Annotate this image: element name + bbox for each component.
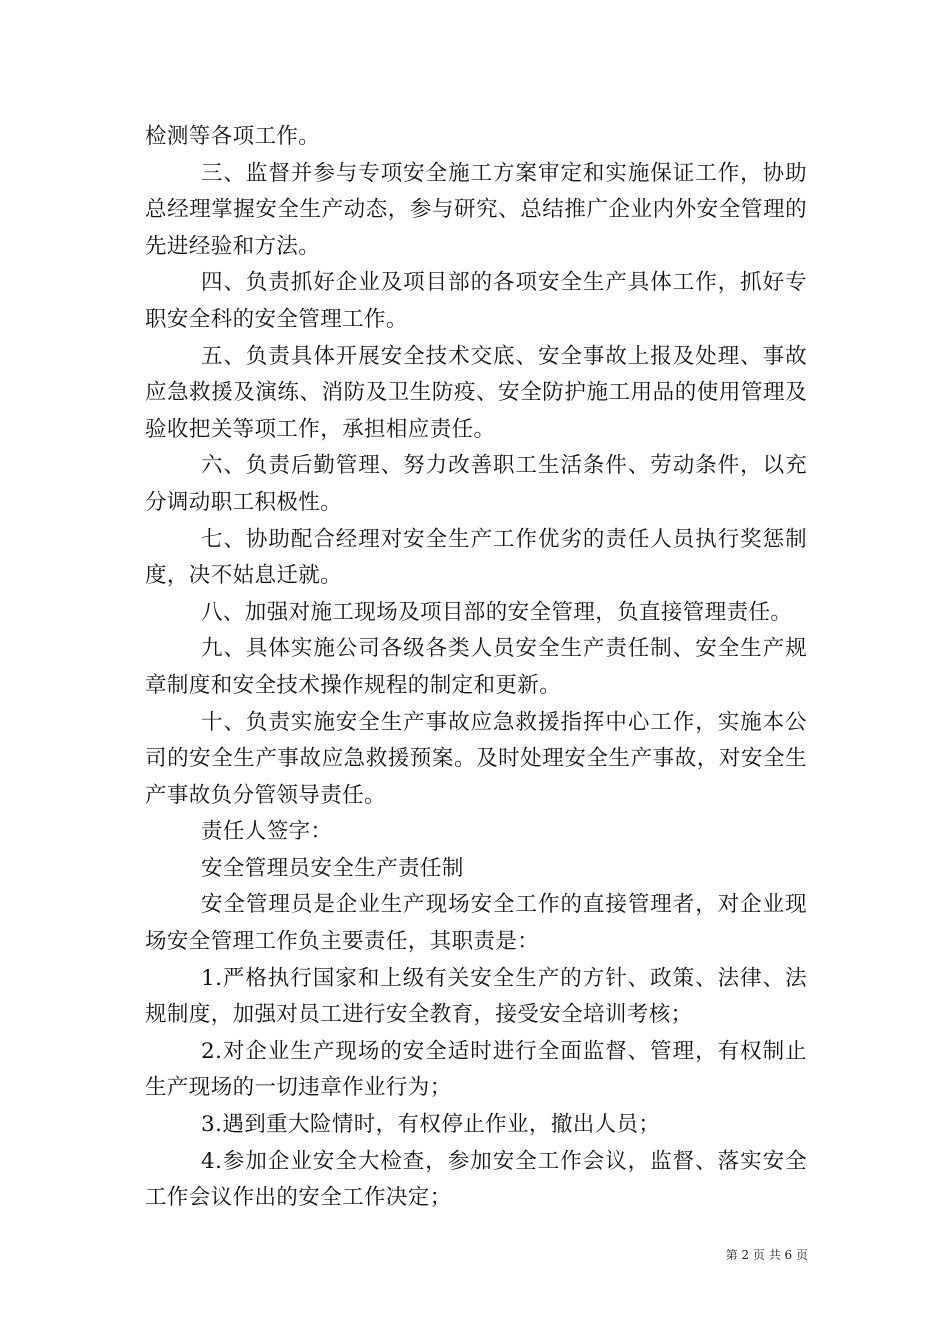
signature-line: 责任人签字：: [201, 819, 333, 845]
section-title: 安全管理员安全生产责任制: [201, 855, 464, 881]
list-item-3: 3.遇到重大险情时，有权停止作业，撤出人员；: [201, 1112, 661, 1138]
paragraph-8: 九、具体实施公司各级各类人员安全生产责任制、安全生产规章制度和安全技术操作规程的制定和更新。: [145, 636, 807, 698]
paragraph-2: 三、监督并参与专项安全施工方案审定和实施保证工作，协助总经理掌握安全生产动态，参与研究、总结推广企业内外安全管理的先进经验和方法。: [145, 160, 807, 259]
paragraph-12: 安全管理员是企业生产现场安全工作的直接管理者，对企业现场安全管理工作负主要责任，其职责是：: [145, 892, 807, 955]
paragraph-9: 十、负责实施安全生产事故应急救援指挥中心工作，实施本公司的安全生产事故应急救援预案。及时处理安全生产事故，对安全生产事故负分管领导责任。: [145, 709, 807, 808]
paragraph-7: 八、加强对施工现场及项目部的安全管理，负直接管理责任。: [201, 599, 793, 625]
document-body: [145, 119, 807, 1217]
paragraph-1: 检测等各项工作。: [145, 124, 321, 149]
list-item-4: 4.参加企业安全大检查，参加安全工作会议，监督、落实安全工作会议作出的安全工作决定；: [145, 1148, 807, 1211]
paragraph-5: 六、负责后勤管理、努力改善职工生活条件、劳动条件，以充分调动职工积极性。: [145, 453, 807, 515]
paragraph-4: 五、负责具体开展安全技术交底、安全事故上报及处理、事故应急救援及演练、消防及卫生防疫、安全防护施工用品的使用管理及验收把关等项工作，承担相应责任。: [145, 343, 807, 442]
list-item-1: 1.严格执行国家和上级有关安全生产的方针、政策、法律、法规制度，加强对员工进行安全教育，接受安全培训考核；: [145, 965, 807, 1028]
paragraph-6: 七、协助配合经理对安全生产工作优劣的责任人员执行奖惩制度，决不姑息迁就。: [145, 526, 807, 589]
paragraph-3: 四、负责抓好企业及项目部的各项安全生产具体工作，抓好专职安全科的安全管理工作。: [145, 270, 807, 332]
list-item-2: 2.对企业生产现场的安全适时进行全面监督、管理，有权制止生产现场的一切违章作业行为；: [145, 1038, 807, 1101]
page-number: 第 2 页 共 6 页: [725, 1248, 808, 1262]
